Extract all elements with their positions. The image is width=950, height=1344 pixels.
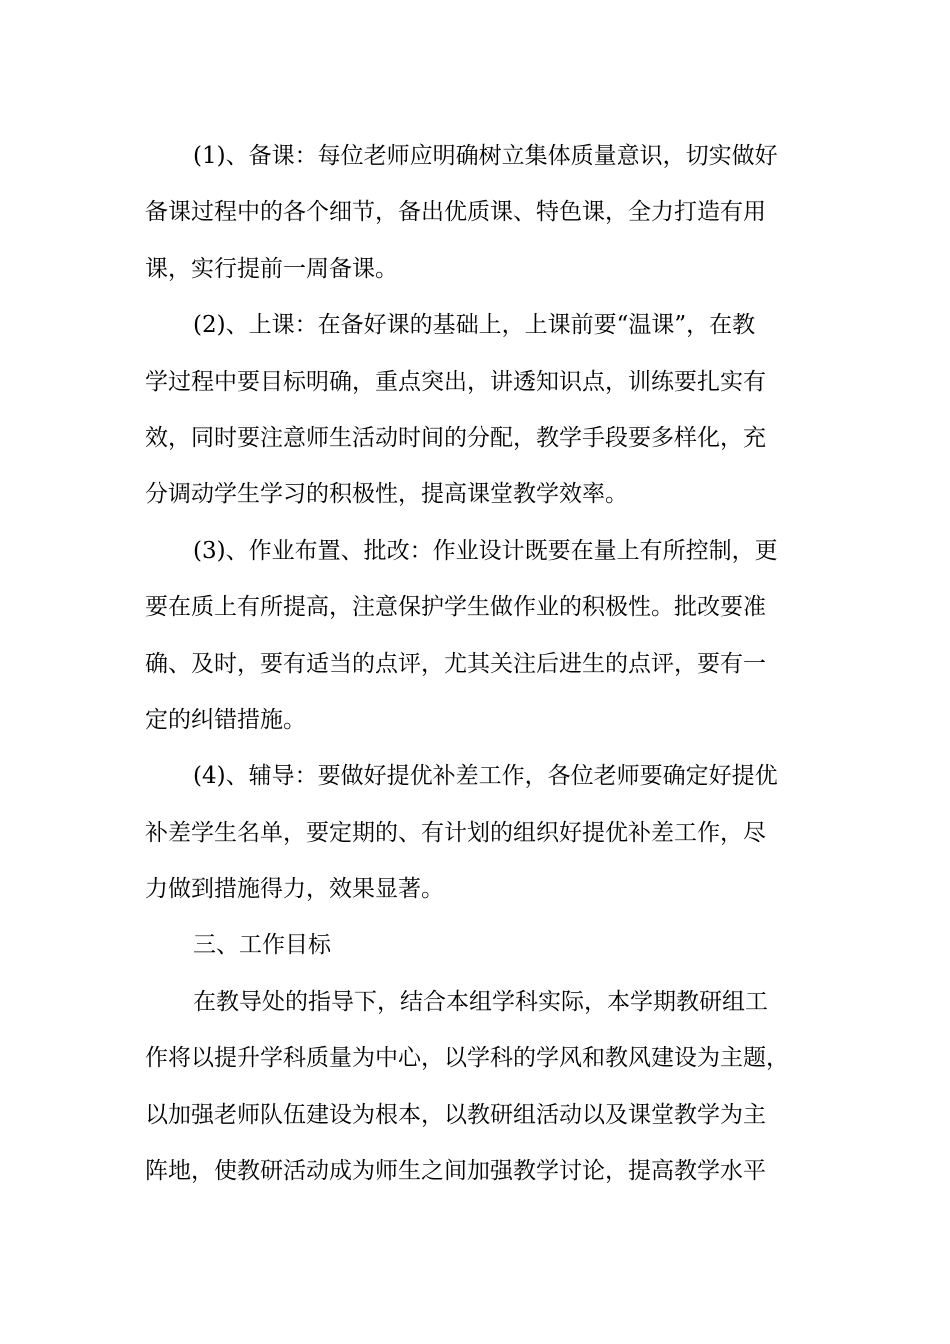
text-line: 分调动学生学习的积极性，提高课堂教学效率。 — [145, 481, 628, 508]
text-line: 阵地，使教研活动成为师生之间加强教学讨论，提高教学水平 — [145, 1158, 766, 1185]
section-heading — [145, 917, 835, 973]
paragraph-class — [145, 297, 835, 523]
text-line: 课，实行提前一周备课。 — [145, 255, 398, 282]
section-heading-text: 三、工作目标 — [193, 932, 331, 959]
text-line: 以加强老师队伍建设为根本，以教研组活动以及课堂教学为主 — [145, 1101, 766, 1128]
text-line: 力做到措施得力，效果显著。 — [145, 876, 444, 903]
text-line: (2)、上课：在备好课的基础上，上课前要“温课”，在教 — [193, 312, 756, 339]
text-line: 作将以提升学科质量为中心，以学科的学风和教风建设为主题， — [145, 1045, 789, 1072]
text-line: 学过程中要目标明确，重点突出，讲透知识点，训练要扎实有 — [145, 368, 766, 395]
text-line: 在教导处的指导下，结合本组学科实际，本学期教研组工 — [193, 988, 768, 1015]
text-line: 定的纠错措施。 — [145, 706, 306, 733]
text-line: 确、及时，要有适当的点评，尤其关注后进生的点评，要有一 — [145, 650, 766, 677]
text-line: 补差学生名单，要定期的、有计划的组织好提优补差工作，尽 — [145, 819, 766, 846]
paragraph-homework — [145, 523, 835, 749]
text-line: 备课过程中的各个细节，备出优质课、特色课，全力打造有用 — [145, 199, 766, 226]
text-line: (3)、作业布置、批改：作业设计既要在量上有所控制，更 — [193, 537, 778, 564]
document-body — [145, 128, 835, 1199]
paragraph-tutoring — [145, 748, 835, 917]
text-line: 效，同时要注意师生活动时间的分配，教学手段要多样化，充 — [145, 424, 766, 451]
text-line: 要在质上有所提高，注意保护学生做作业的积极性。批改要准 — [145, 594, 766, 621]
paragraph-prep — [145, 128, 835, 297]
text-line: (4)、辅导：要做好提优补差工作，各位老师要确定好提优 — [193, 763, 778, 790]
paragraph-goals — [145, 974, 835, 1200]
text-line: (1)、备课：每位老师应明确树立集体质量意识，切实做好 — [193, 143, 778, 169]
